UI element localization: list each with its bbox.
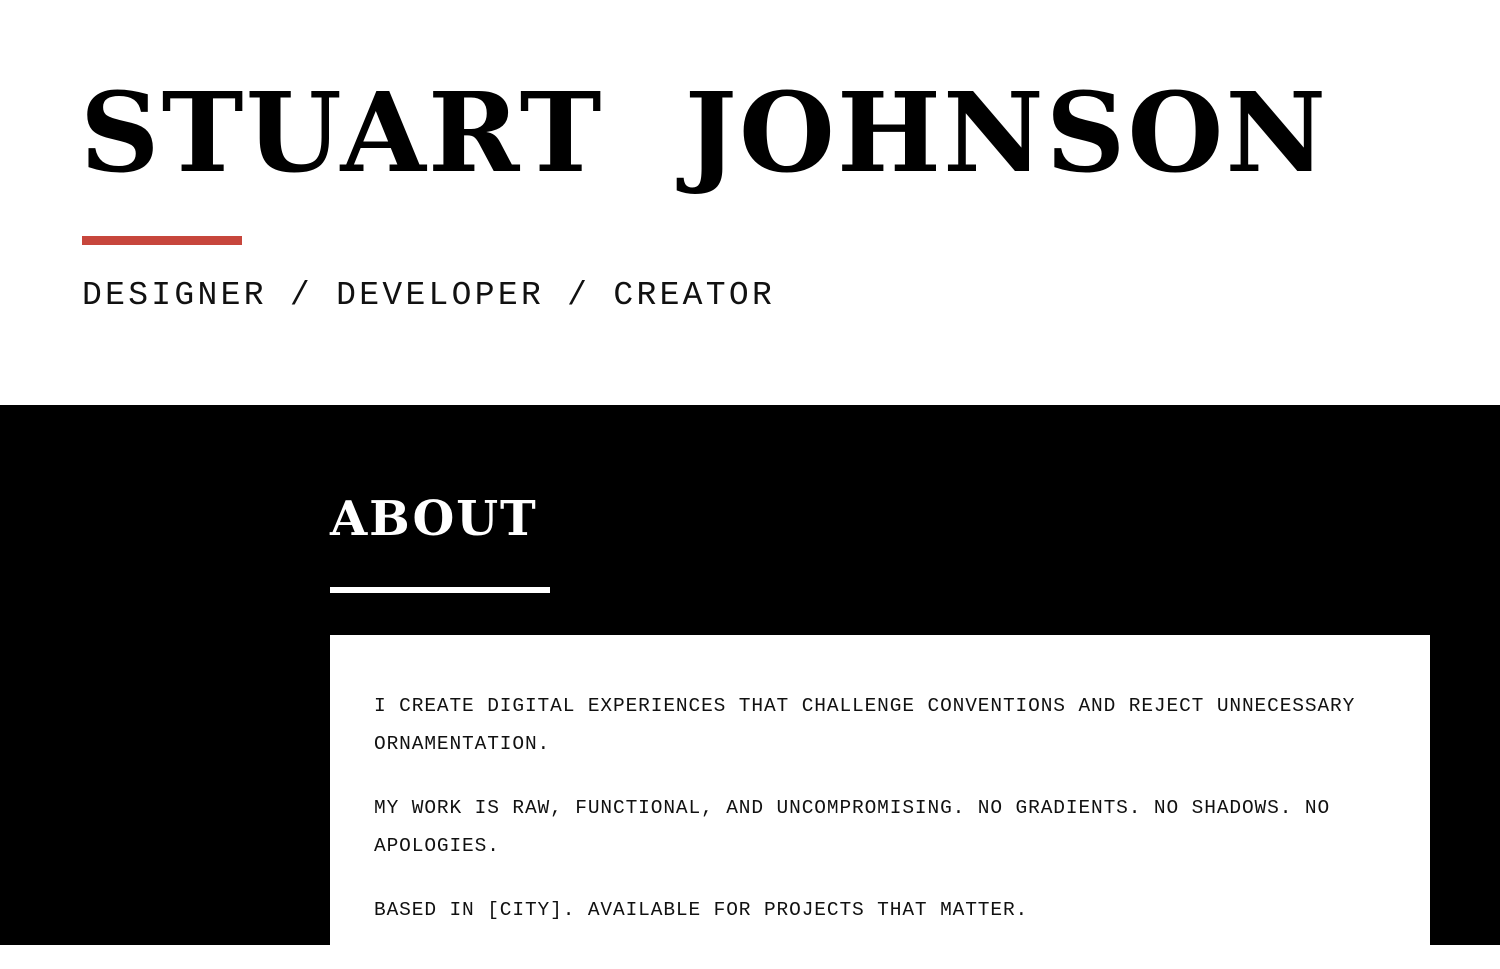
about-paragraph: MY WORK IS RAW, FUNCTIONAL, AND UNCOMPROMISING. NO GRADIENTS. NO SHADOWS. NO APOLOGIES. xyxy=(374,797,1331,858)
hero-section xyxy=(0,0,1500,405)
about-section xyxy=(0,405,1500,945)
about-paragraph: BASED IN [CITY]. AVAILABLE FOR PROJECTS THAT MATTER. xyxy=(374,899,1029,922)
page-title: STUART JOHNSON xyxy=(80,68,1329,197)
about-card xyxy=(330,635,1430,969)
hero-tagline: DESIGNER / DEVELOPER / CREATOR xyxy=(82,277,776,314)
about-content-wrapper xyxy=(330,491,1430,969)
about-heading-underline xyxy=(330,587,550,593)
accent-rule xyxy=(82,236,242,245)
about-heading: ABOUT xyxy=(330,491,538,547)
about-paragraph: I CREATE DIGITAL EXPERIENCES THAT CHALLENGE CONVENTIONS AND REJECT UNNECESSARY ORNAMENTATION. xyxy=(374,695,1356,756)
